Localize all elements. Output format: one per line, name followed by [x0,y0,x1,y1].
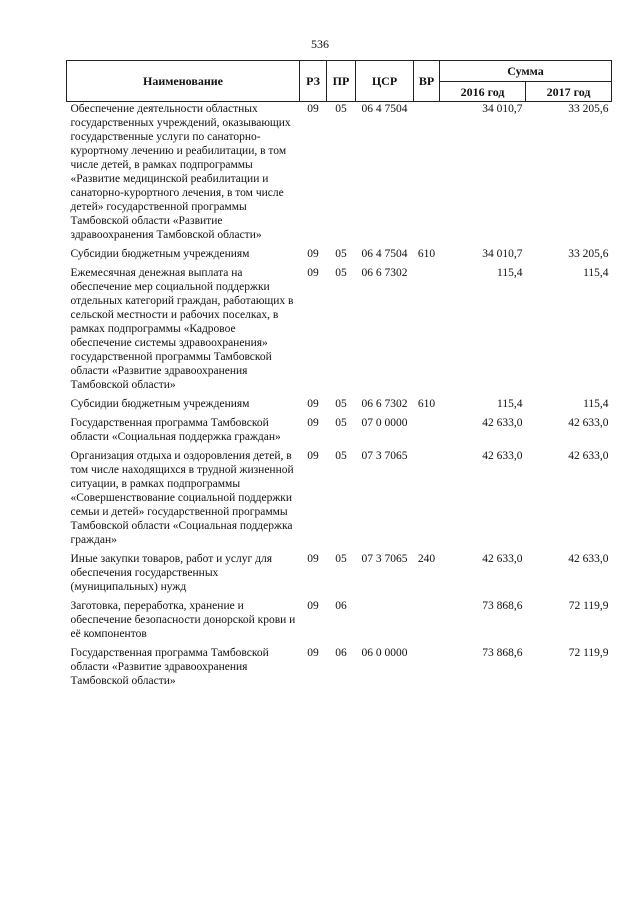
row-vr: 240 [417,553,436,565]
row-pr: 06 [335,600,347,612]
row-name: Государственная программа Тамбовской области «Социальная поддержка граждан» [70,417,281,443]
table-row [67,266,612,397]
row-sum-2016: 115,4 [497,267,523,279]
row-rz: 09 [307,417,319,429]
row-sum-2017: 42 633,0 [568,553,609,565]
row-csr: 07 0 0000 [361,417,408,429]
row-vr [414,646,440,693]
row-name: Заготовка, переработка, хранение и обеспечение безопасности донорской крови и её компонентов [70,600,296,640]
row-pr: 05 [335,417,347,429]
header-year-2017: 2017 год [526,82,612,102]
row-csr: 07 3 7065 [361,450,408,462]
table-row [67,416,612,449]
row-csr: 06 0 0000 [361,647,408,659]
row-pr: 05 [335,450,347,462]
row-pr: 05 [335,248,347,260]
row-name: Иные закупки товаров, работ и услуг для обеспечения государственных (муниципальных) нужд [70,553,272,593]
row-rz: 09 [307,267,319,279]
row-sum-2016: 42 633,0 [482,450,523,462]
row-csr: 06 6 7302 [361,267,408,279]
row-csr: 07 3 7065 [361,553,408,565]
row-pr: 05 [335,398,347,410]
row-sum-2016: 73 868,6 [482,647,523,659]
row-sum-2016: 42 633,0 [482,417,523,429]
row-name: Субсидии бюджетным учреждениям [70,248,250,260]
row-csr [356,599,414,646]
header-csr: ЦСР [356,61,414,102]
row-vr [414,102,440,248]
row-sum-2016: 34 010,7 [482,103,523,115]
row-sum-2017: 72 119,9 [568,600,609,612]
row-pr: 05 [335,553,347,565]
row-sum-2017: 33 205,6 [568,103,609,115]
table-row [67,646,612,693]
row-sum-2016: 34 010,7 [482,248,523,260]
header-name: Наименование [67,61,300,102]
row-vr [414,416,440,449]
row-vr [414,449,440,552]
row-vr: 610 [417,398,436,410]
row-rz: 09 [307,398,319,410]
row-sum-2016: 115,4 [497,398,523,410]
row-rz: 09 [307,553,319,565]
budget-table [66,60,612,693]
row-sum-2017: 42 633,0 [568,417,609,429]
table-row [67,102,612,248]
header-year-2016: 2016 год [440,82,526,102]
header-sum: Сумма [440,61,612,82]
row-name: Организация отдыха и оздоровления детей, в том числе находящихся в трудной жизненной ситуации, в рамках подпрограммы «Совершенствование социальной поддержки семьи и детей» государственной программы Тамбовской области «Социальная поддержка граждан» [70,450,294,546]
row-vr [414,599,440,646]
header-pr: ПР [327,61,356,102]
table-row [67,449,612,552]
row-vr: 610 [417,248,436,260]
row-rz: 09 [307,600,319,612]
row-pr: 05 [335,267,347,279]
row-rz: 09 [307,248,319,260]
row-sum-2017: 42 633,0 [568,450,609,462]
row-name: Субсидии бюджетным учреждениям [70,398,250,410]
table-row [67,552,612,599]
row-pr: 06 [335,647,347,659]
row-sum-2017: 115,4 [583,267,609,279]
row-sum-2016: 73 868,6 [482,600,523,612]
row-pr: 05 [335,103,347,115]
table-body [67,102,612,694]
row-rz: 09 [307,450,319,462]
row-csr: 06 4 7504 [361,248,408,260]
page-number: 536 [311,37,329,51]
header-vr: ВР [414,61,440,102]
table-row [67,599,612,646]
row-sum-2017: 115,4 [583,398,609,410]
row-vr [414,266,440,397]
row-csr: 06 6 7302 [361,398,408,410]
row-name: Государственная программа Тамбовской области «Развитие здравоохранения Тамбовской области» [70,647,269,687]
row-sum-2017: 72 119,9 [568,647,609,659]
table-header [67,61,612,102]
row-name: Обеспечение деятельности областных государственных учреждений, оказывающих государственные услуги по санаторно-курортному лечению и реабилитации, в том числе детей, в рамках подпрограммы «Развитие медицинской реабилитации и санаторно-курортного лечения, в том числе детей» государственной программы Тамбовской области «Развитие здравоохранения Тамбовской области» [70,103,291,241]
row-name: Ежемесячная денежная выплата на обеспечение мер социальной поддержки отдельных категорий граждан, работающих в сельской местности и рабочих поселках, в рамках подпрограммы «Кадровое обеспечение системы здравоохранения» государственной программы Тамбовской области «Развитие здравоохранения Тамбовской области» [70,267,294,391]
row-sum-2016: 42 633,0 [482,553,523,565]
table-row [67,247,612,266]
header-rz: РЗ [300,61,327,102]
row-rz: 09 [307,103,319,115]
table-row [67,397,612,416]
row-rz: 09 [307,647,319,659]
row-csr: 06 4 7504 [361,103,408,115]
row-sum-2017: 33 205,6 [568,248,609,260]
